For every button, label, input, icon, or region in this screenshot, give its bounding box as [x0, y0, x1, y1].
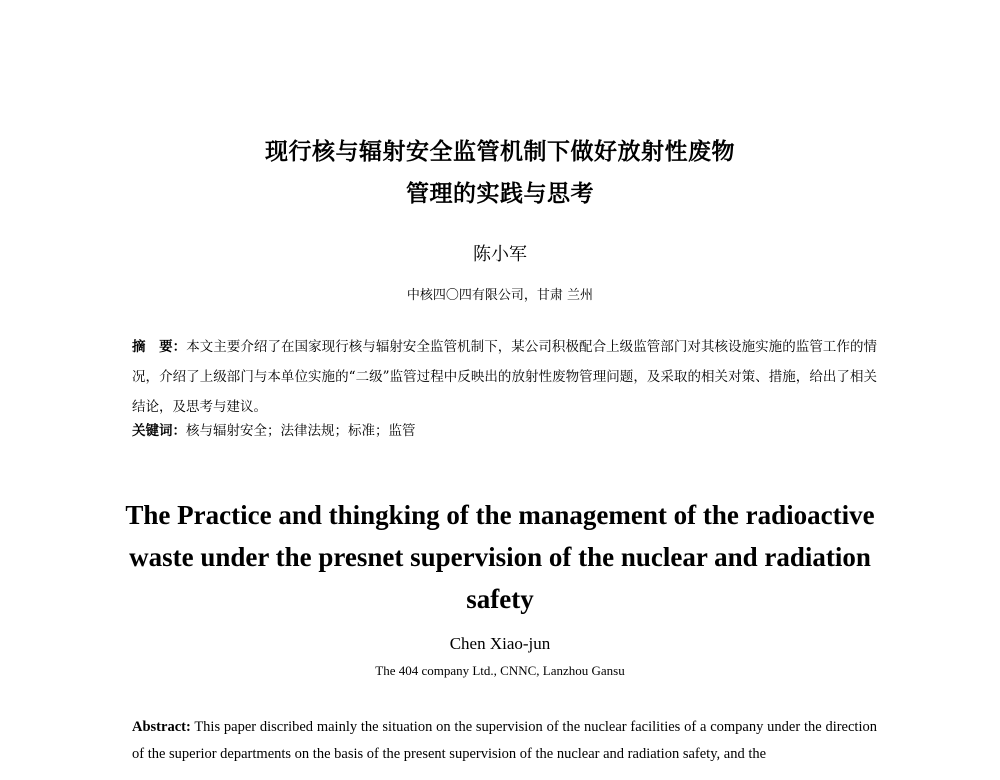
english-abstract	[132, 714, 877, 768]
chinese-affiliation: 中核四〇四有限公司，甘肃 兰州	[406, 288, 594, 303]
chinese-title-line-2: 管理的实践与思考	[406, 181, 594, 207]
chinese-abstract	[132, 332, 877, 422]
english-title	[0, 494, 1000, 620]
english-title-line-3: safety	[466, 584, 534, 614]
chinese-keywords	[132, 418, 877, 444]
chinese-keywords-label: 关键词：	[132, 423, 186, 439]
english-abstract-label: Abstract:	[132, 719, 191, 735]
english-title-line-1: The Practice and thingking of the management of the radioactive	[125, 500, 875, 530]
english-abstract-text: This paper discribed mainly the situation on the supervision of the nuclear facilities of a company under the direction of the superior departments on the basis of the present supervision of the nuclear and radiation safety, and the	[132, 719, 877, 762]
chinese-abstract-label: 摘 要：	[132, 339, 187, 355]
chinese-keywords-text: 核与辐射安全；法律法规；标准；监管	[186, 423, 416, 439]
chinese-author: 陈小军	[473, 244, 527, 265]
chinese-title-line-1: 现行核与辐射安全监管机制下做好放射性废物	[265, 139, 735, 165]
english-author: Chen Xiao-jun	[449, 634, 551, 653]
chinese-abstract-text: 本文主要介绍了在国家现行核与辐射安全监管机制下，某公司积极配合上级监管部门对其核设施实施的监管工作的情况，介绍了上级部门与本单位实施的“二级”监管过程中反映出的放射性废物管理问题，及采取的相关对策、措施，给出了相关结论，及思考与建议。	[132, 339, 878, 415]
english-affiliation: The 404 company Ltd., CNNC, Lanzhou Gansu	[375, 663, 625, 678]
english-title-line-2: waste under the presnet supervision of the nuclear and radiation	[129, 542, 871, 572]
